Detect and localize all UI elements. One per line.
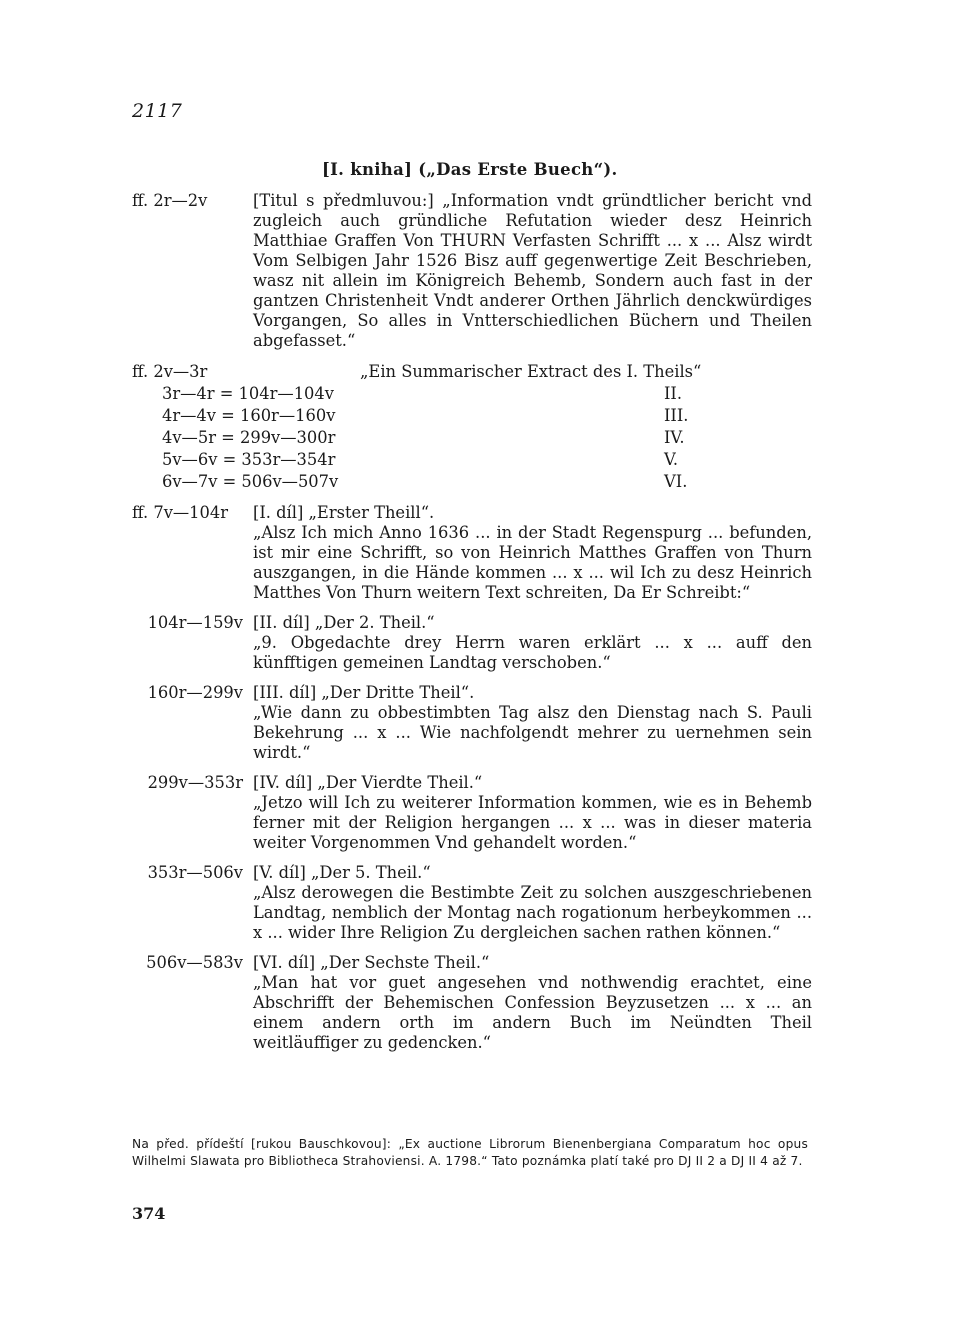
part-entry bbox=[132, 613, 812, 673]
folio-range: ff. 2r—2v bbox=[132, 191, 208, 210]
part-label: [IV. díl] „Der Vierdte Theil.“ bbox=[253, 773, 483, 792]
part-entry bbox=[132, 503, 812, 603]
part-label: [II. díl] „Der 2. Theil.“ bbox=[253, 613, 435, 632]
summary-part: VI. bbox=[664, 472, 688, 491]
part-entry bbox=[132, 683, 812, 763]
summary-row bbox=[132, 383, 812, 405]
summary-title: „Ein Summarischer Extract des I. Theils“ bbox=[360, 362, 702, 381]
summary-block bbox=[132, 361, 812, 493]
summary-row bbox=[132, 449, 812, 471]
summary-range: 5v—6v = 353r—354r bbox=[162, 450, 336, 469]
summary-part: V. bbox=[664, 450, 679, 469]
summary-range: 6v—7v = 506v—507v bbox=[162, 472, 339, 491]
page-number-top: 2117 bbox=[132, 100, 183, 122]
summary-range: 3r—4r = 104r—104v bbox=[162, 384, 334, 403]
summary-row bbox=[132, 427, 812, 449]
part-label: [I. díl] „Erster Theill“. bbox=[253, 503, 435, 522]
summary-row bbox=[132, 471, 812, 493]
part-entry bbox=[132, 863, 812, 943]
folio-range: 160r—299v bbox=[147, 683, 243, 702]
page-number-bottom: 374 bbox=[132, 1204, 166, 1223]
catalog-entries bbox=[132, 191, 812, 1053]
part-label: [III. díl] „Der Dritte Theil“. bbox=[253, 683, 475, 702]
part-incipit: „Man hat vor guet angesehen vnd nothwendig erachtet, eine Abschrifft der Behemischen Confession Beyzusetzen ... x ... an einem andern orth im andern Buch im Neündten Theil weitläuffiger zu gedencken.“ bbox=[253, 973, 812, 1052]
part-incipit: „Alsz Ich mich Anno 1636 ... in der Stadt Regenspurg ... befunden, ist mir eine Schrifft, so von Heinrich Matthes Graffen von Thurn auszgangen, in die Hände kommen ... x ... wil Ich zu desz Heinrich Matthes Von Thurn weitern Text schreiten, Da Er Schreibt:“ bbox=[253, 523, 812, 602]
part-incipit: „Alsz derowegen die Bestimbte Zeit zu solchen auszgeschriebenen Landtag, nemblich der Montag nach rogationum herbeykommen ... x ... wider Ihre Religion Zu dergleichen sachen rathen können.“ bbox=[253, 883, 812, 942]
summary-range: 4r—4v = 160r—160v bbox=[162, 406, 336, 425]
part-incipit: „Jetzo will Ich zu weiterer Information kommen, wie es in Behemb ferner mit der Religion hergangen ... x ... was in dieser materia weiter Vorgenommen Vnd gehandelt worden.“ bbox=[253, 793, 812, 852]
summary-row bbox=[132, 405, 812, 427]
summary-part: II. bbox=[664, 384, 683, 403]
summary-range: 4v—5r = 299v—300r bbox=[162, 428, 336, 447]
part-label: [V. díl] „Der 5. Theil.“ bbox=[253, 863, 431, 882]
summary-header bbox=[132, 361, 812, 383]
title-entry bbox=[132, 191, 812, 351]
book-heading: [I. kniha] („Das Erste Buech“). bbox=[322, 160, 618, 179]
folio-range: 104r—159v bbox=[147, 613, 243, 632]
folio-range: 299v—353r bbox=[147, 773, 243, 792]
folio-range: ff. 2v—3r bbox=[132, 362, 208, 381]
folio-range: 506v—583v bbox=[146, 953, 243, 972]
footnote: Na před. přídeští [rukou Bauschkovou]: „Ex auctione Librorum Bienenbergiana Comparatum hoc opus Wilhelmi Slawata pro Bibliotheca Strahoviensi. A. 1798.“ Tato poznámka platí také pro DJ II 2 a DJ II 4 až 7. bbox=[132, 1137, 808, 1168]
part-incipit: „Wie dann zu obbestimbten Tag alsz den Dienstag nach S. Pauli Bekehrung ... x ... Wie nachfolgendt mehrer zu uernehmen sein wirdt.“ bbox=[253, 703, 812, 762]
summary-part: III. bbox=[664, 406, 689, 425]
part-incipit: „9. Obgedachte drey Herrn waren erklärt ... x ... auff den künfftigen gemeinen Landtag verschoben.“ bbox=[253, 633, 812, 672]
part-entry bbox=[132, 773, 812, 853]
folio-range: 353r—506v bbox=[147, 863, 243, 882]
folio-range: ff. 7v—104r bbox=[132, 503, 229, 522]
part-entry bbox=[132, 953, 812, 1053]
entry-text: [Titul s předmluvou:] „Information vndt gründtlicher bericht vnd zugleich auch gründliche Refutation wieder desz Heinrich Matthiae Graffen Von THURN Verfasten Schrifft ... x ... Alsz wirdt Vom Selbigen Jahr 1526 Bisz auff gegenwertige Zeit Beschrieben, wasz nit allein im Königreich Behemb, Sondern auch fast in der gantzen Christenheit Vndt anderer Orthen Jährlich denckwürdiges Vorgangen, So alles in Vntterschiedlichen Büchern und Theilen abgefasset.“ bbox=[253, 191, 812, 350]
summary-part: IV. bbox=[664, 428, 685, 447]
part-label: [VI. díl] „Der Sechste Theil.“ bbox=[253, 953, 490, 972]
